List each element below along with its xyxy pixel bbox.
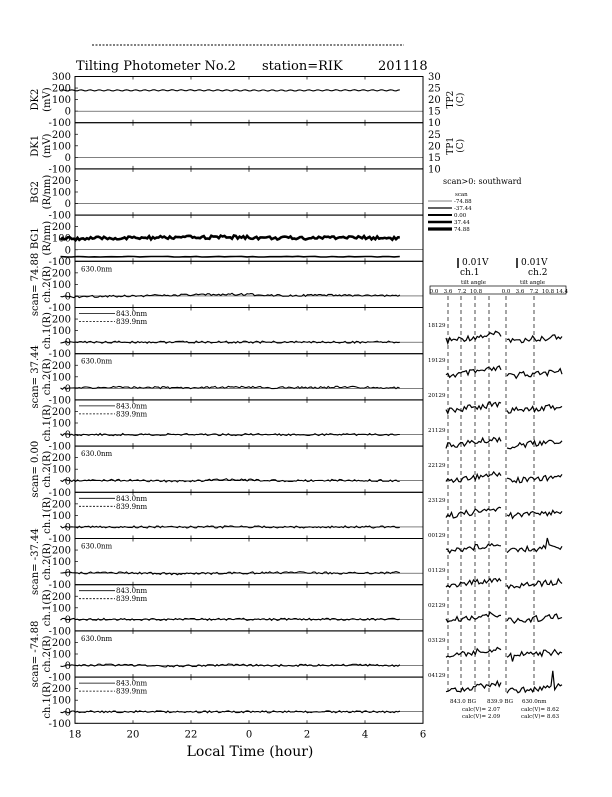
temp-tick-label: 25 [428,83,441,95]
y-tick-label: 0 [64,522,71,534]
y-tick-label: 0 [64,337,71,349]
scan-legend-entry: -37.44 [454,206,472,212]
series-secondary [61,256,400,257]
y-axis-label-2: ch.1(R) [42,496,53,534]
y-tick-label: -100 [48,118,71,130]
y-axis-label-1: scan= -74.88 [30,620,41,688]
temp-label-2: (C) [456,138,466,153]
tilt-ch1-label: ch.1 [460,268,480,278]
tilt-angle-label-1: tilt angle [461,280,487,286]
y-tick-label: -100 [48,487,71,499]
y-tick-label: 100 [51,372,71,384]
legend-line-a: 843.0nm [116,494,148,503]
tilt-ch2-tick: 7.2 [529,289,539,295]
y-tick-label: -100 [48,626,71,638]
tilt-trace-ch1 [446,612,501,622]
tilt-footer-ch1-a: 843.0 BG [450,699,477,705]
y-tick-label: -100 [48,441,71,453]
tilt-trace-ch1 [446,544,501,553]
y-tick-label: 100 [51,233,71,245]
x-tick-label: 4 [361,729,369,741]
legend-line-a: 630.0nm [81,634,113,643]
y-tick-label: 0 [64,106,71,118]
series-630.0nm [61,293,400,297]
tilt-ch2-scale: 0.01V [521,258,548,268]
tilt-trace-ch2 [507,335,562,343]
y-tick-label: 200 [51,453,71,465]
tilt-ch1-tick: 3.6 [443,289,453,295]
y-axis-label-2: ch.2(R) [42,635,53,673]
series-DK2 [61,90,400,91]
tilt-ch2-tick: 14.4 [555,289,569,295]
panel-1 [30,123,466,176]
legend-line-a: 843.0nm [116,679,148,688]
panel-4 [30,253,423,316]
y-tick-label: 100 [51,418,71,430]
y-tick-label: -100 [48,534,71,545]
y-tick-label: -100 [48,580,71,592]
tilt-trace-ch1 [446,507,501,518]
scan-legend-entry: 74.88 [454,227,470,233]
tilt-trace-ch1 [446,648,501,658]
panel-13 [42,677,423,730]
y-tick-label: 0 [64,707,71,719]
y-tick-label: 200 [51,406,71,418]
tilt-trace-ch2 [507,440,562,448]
y-axis-label-2: ch.1(R) [42,404,53,442]
y-tick-label: 200 [51,175,71,187]
y-tick-label: -100 [48,718,71,730]
tilt-calc1-b: calc(V)= 2.09 [462,714,501,720]
legend-line-a: 630.0nm [81,357,113,366]
y-tick-label: 0 [64,383,71,395]
y-tick-label: 100 [51,510,71,522]
temp-tick-label: 30 [428,72,441,83]
y-tick-label: 0 [64,199,71,211]
y-tick-label: 200 [51,129,71,141]
tilt-row-label: 23129 [428,498,446,504]
y-tick-label: 200 [51,83,71,95]
tilt-footer-ch1-b: 839.9 BG [487,699,514,705]
y-tick-label: 0 [64,430,71,442]
legend-line-a: 843.0nm [116,587,148,596]
tilt-section [428,258,569,695]
y-axis-label-1: scan= 37.44 [30,345,41,409]
temp-tick-label: 10 [428,118,441,130]
legend-line-a: 843.0nm [116,310,148,318]
tilt-trace-ch2 [507,510,562,518]
y-axis-label-2: ch.1(R) [42,681,53,719]
panel-8 [30,441,423,499]
y-tick-label: 100 [51,141,71,153]
tilt-trace-ch2 [507,369,562,379]
tilt-row-label: 22129 [428,463,446,469]
legend-line-a: 630.0nm [81,542,113,551]
tilt-trace-ch1 [446,366,501,377]
panel-2 [30,169,423,222]
tilt-trace-ch2 [507,650,562,662]
panel-frame [75,77,423,123]
tilt-ch2-tick: 0.0 [501,289,511,295]
temp-label-1: TP2 [446,90,456,109]
x-tick-label: 0 [245,729,253,741]
tilt-trace-ch1 [446,681,501,692]
y-tick-label: 100 [51,464,71,476]
scan-legend-entry: -74.88 [454,199,472,205]
tilt-calc1-a: calc(V)= 2.07 [462,707,501,713]
temp-tick-label: 10 [428,164,441,176]
tilt-trace-ch1 [446,438,501,449]
tilt-trace-ch2 [507,579,562,588]
tilt-trace-ch2 [507,474,562,482]
temp-tick-label: 20 [428,95,441,107]
legend-line-a: 630.0nm [81,265,113,274]
y-tick-label: 100 [51,557,71,569]
x-tick-label: 22 [184,729,198,741]
legend-line-b: 839.9nm [116,502,148,511]
y-axis-label-1: BG1 [30,227,41,250]
tilt-angle-label-2: tilt angle [520,280,546,286]
y-tick-label: -100 [48,349,71,361]
scan-legend-entry: 0.00 [454,213,467,219]
y-tick-label: 100 [51,603,71,615]
scan-legend [428,199,472,233]
y-tick-label: 100 [51,326,71,338]
tilt-trace-ch2 [507,671,562,693]
legend-line-a: 630.0nm [81,450,113,459]
tilt-calc2-a: calc(V)= 8.62 [521,707,560,713]
y-tick-label: 0 [64,568,71,580]
legend-line-b: 839.9nm [116,595,148,604]
y-tick-label: 100 [51,187,71,199]
legend-line-b: 839.9nm [116,318,148,326]
y-axis-label-2: (R/nm) [42,220,53,256]
panels [30,72,466,740]
y-tick-label: -100 [48,395,71,407]
panel-7 [42,400,423,453]
y-tick-label: 200 [51,684,71,696]
temp-label-2: (C) [456,92,466,107]
temp-tick-label: 25 [428,129,441,141]
y-axis-label-1: scan= 0.00 [30,440,41,498]
series-843.0nm [61,434,400,436]
tilt-ch1-tick: 7.2 [457,289,467,295]
tilt-trace-ch1 [446,402,501,413]
legend-line-b: 839.9nm [116,687,148,696]
x-tick-label: 20 [126,729,140,741]
y-axis-label-1: scan= -37.44 [30,528,41,595]
temp-tick-label: 15 [428,106,441,118]
y-tick-label: 200 [51,545,71,557]
y-axis-label-2: (mV) [42,87,53,112]
tilt-ch2-tick: 10.8 [541,289,555,295]
chart-title: Tilting Photometer No.2 [76,59,236,74]
panel-frame [75,631,423,677]
tilt-row-label: 02129 [428,603,446,609]
y-tick-label: 200 [51,268,71,280]
y-axis-label-2: ch.2(R) [42,358,53,396]
tilt-trace-ch1 [446,472,501,482]
tilt-ch2-label: ch.2 [528,268,548,278]
scan-legend-entry: 37.44 [454,220,470,226]
y-axis-label-1: DK1 [30,134,41,157]
panel-3 [30,215,423,268]
date-label: 201118 [378,59,428,74]
temp-tick-label: 20 [428,141,441,153]
tilt-ch1-tick: 0.0 [429,289,439,295]
series-BG1 [61,236,400,241]
tilt-trace-ch2 [507,538,562,553]
panel-5 [42,308,423,361]
y-tick-label: 200 [51,314,71,326]
y-tick-label: 200 [51,637,71,649]
temp-label-1: TP1 [446,136,456,155]
tilt-ch1-tick: 10.8 [469,289,483,295]
y-axis-label-2: (R/nm) [42,174,53,210]
scan-legend-title: scan>0: southward [443,177,522,186]
y-tick-label: 300 [51,72,71,83]
x-tick-label: 6 [419,729,427,741]
y-tick-label: -100 [48,210,71,222]
y-axis-label-2: ch.2(R) [42,543,53,581]
tilt-row-label: 20129 [428,393,446,399]
y-axis-label-2: ch.2(R) [42,265,53,303]
tilt-row-label: 21129 [428,428,446,434]
series-630.0nm [61,386,400,389]
tilt-row-label: 03129 [428,638,446,644]
y-tick-label: 0 [64,614,71,626]
panel-frame [75,123,423,169]
y-tick-label: 0 [64,661,71,673]
panel-frame [75,539,423,585]
y-tick-label: 0 [64,152,71,164]
y-tick-label: -100 [48,303,71,314]
tilt-calc2-b: calc(V)= 8.63 [521,714,560,720]
tilt-trace-ch1 [446,331,501,343]
x-tick-label: 18 [68,729,82,741]
y-tick-label: 200 [51,360,71,372]
y-axis-label-2: (mV) [42,133,53,159]
y-tick-label: 100 [51,279,71,291]
legend-line-a: 843.0nm [116,402,148,411]
y-tick-label: 200 [51,222,71,234]
tilt-row-label: 01129 [428,568,446,574]
tilt-ch2-tick: 3.6 [515,289,525,295]
y-axis-label-1: BG2 [30,181,41,203]
panel-9 [42,492,423,545]
temp-tick-label: 15 [428,152,441,164]
y-axis-label-1: DK2 [30,88,41,111]
panel-frame [75,261,423,307]
panel-frame [75,446,423,492]
y-tick-label: -100 [48,672,71,684]
panel-11 [42,585,423,638]
y-tick-label: 200 [51,591,71,603]
tilt-row-label: 00129 [428,533,446,539]
tilt-row-label: 04129 [428,673,446,679]
panel-frame [75,169,423,215]
tilt-footer-ch2: 630.0nm [522,699,547,705]
tilt-ch1-scale: 0.01V [462,258,489,268]
y-axis-label-2: ch.2(R) [42,450,53,488]
series-630.0nm [61,479,400,482]
panel-frame [75,354,423,400]
y-axis-label-2: ch.1(R) [42,312,53,350]
y-tick-label: 0 [64,291,71,303]
panel-0 [30,72,466,129]
tilt-trace-ch1 [446,579,501,588]
y-tick-label: 200 [51,499,71,511]
tilt-row-label: 18129 [428,323,446,329]
legend-line-b: 839.9nm [116,410,148,419]
tilt-row-label: 19129 [428,358,446,364]
y-tick-label: 100 [51,649,71,661]
panel-6 [30,345,423,411]
x-tick-label: 2 [303,729,311,741]
y-tick-label: 100 [51,95,71,107]
tilt-trace-ch2 [507,405,562,414]
y-tick-label: 100 [51,695,71,707]
y-axis-label-1: scan= 74.88 [30,252,41,317]
y-tick-label: -100 [48,164,71,176]
y-tick-label: 0 [64,476,71,488]
y-tick-label: 0 [64,245,71,257]
y-tick-label: -100 [48,256,71,268]
y-axis-label-2: ch.1(R) [42,589,53,627]
station-label: station=RIK [262,59,343,74]
tilt-trace-ch2 [507,614,562,623]
scan-legend-head: scan [455,192,468,198]
x-axis-label: Local Time (hour) [186,744,314,760]
